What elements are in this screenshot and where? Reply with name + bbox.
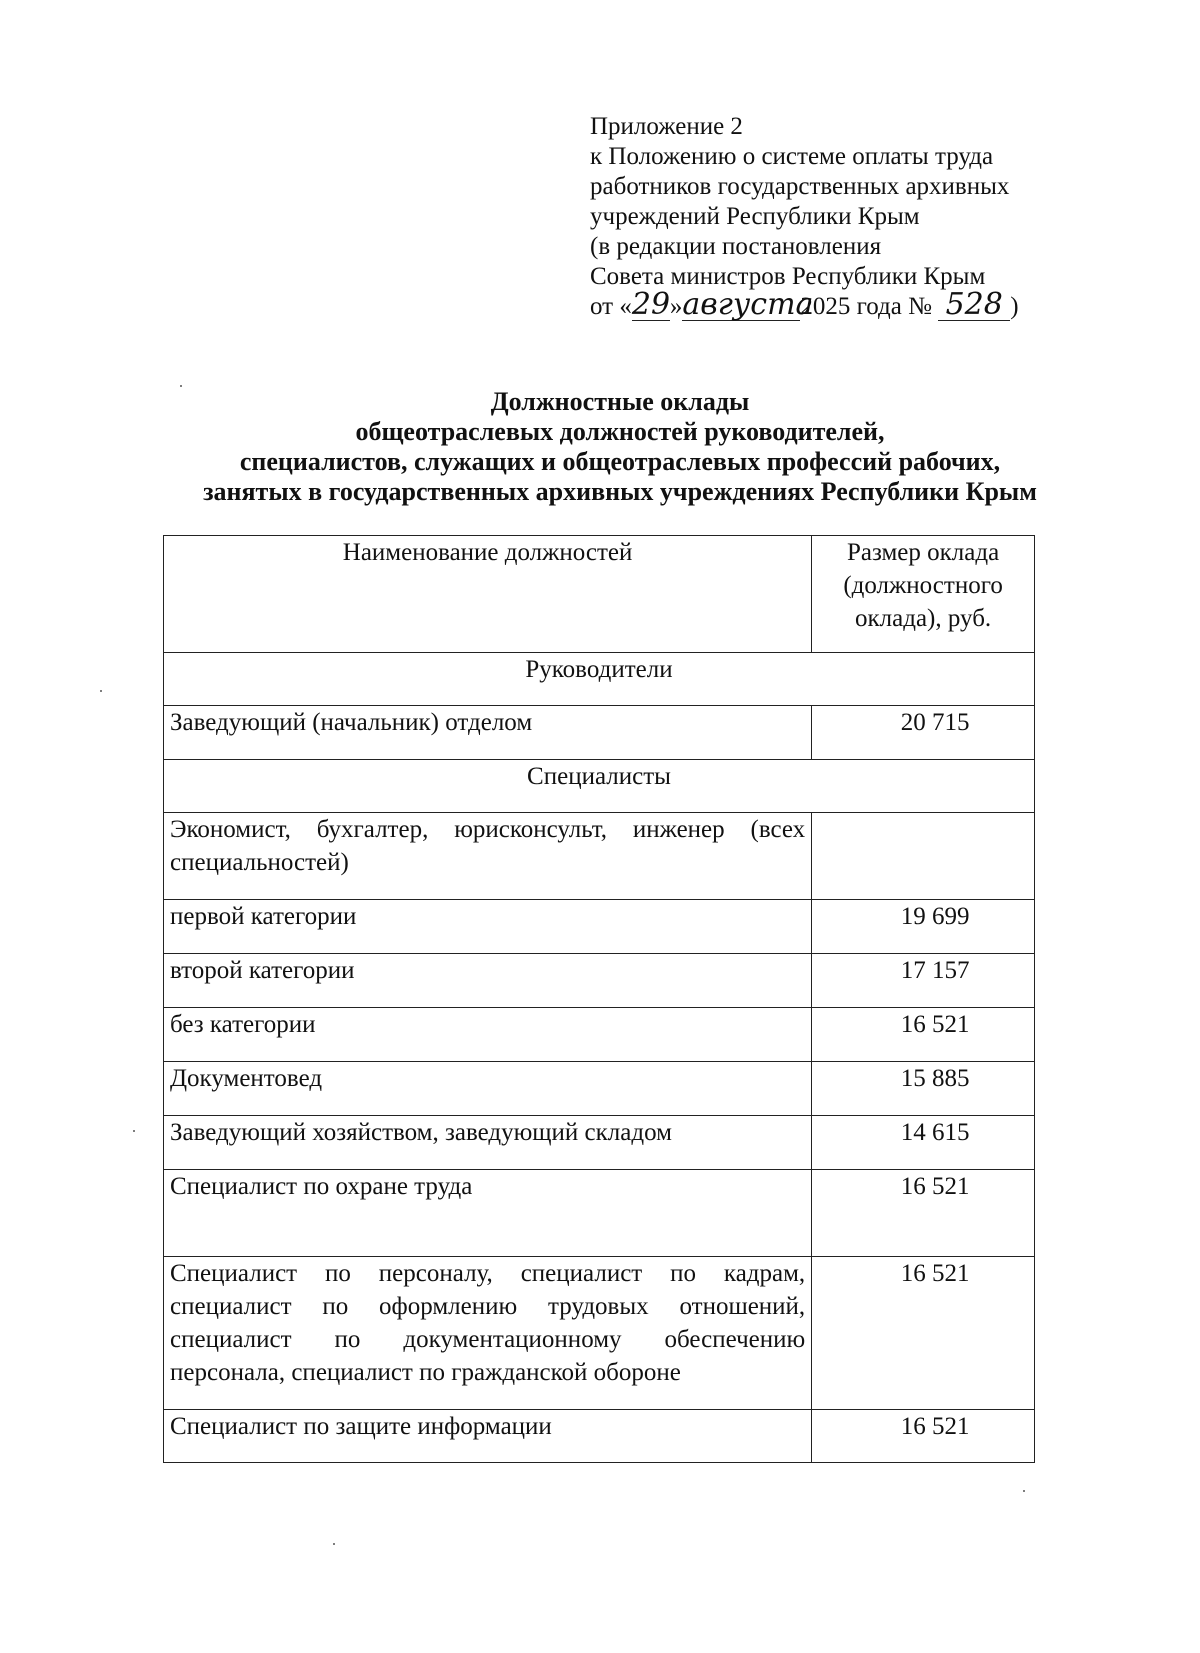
scan-speck: [333, 1543, 335, 1545]
position-name: без категории: [164, 1008, 812, 1062]
date-quote: »: [669, 293, 683, 320]
table-row: [164, 1170, 1035, 1257]
salary-value: [812, 813, 1035, 900]
appendix-header: [590, 112, 1110, 322]
title-line: специалистов, служащих и общеотраслевых профессий рабочих,: [239, 447, 1001, 476]
date-suffix: ): [1010, 293, 1019, 320]
salary-value: 16 521: [812, 1410, 1035, 1463]
title-line: занятых в государственных архивных учреждениях Республики Крым: [203, 477, 1037, 506]
handwritten-month: августа: [682, 287, 814, 322]
salary-value: 20 715: [812, 706, 1035, 760]
scan-speck: [180, 385, 182, 387]
table-row: [164, 813, 1035, 900]
date-prefix: от «: [590, 293, 632, 320]
position-name: Документовед: [164, 1062, 812, 1116]
table-row: [164, 1008, 1035, 1062]
section-row: [164, 653, 1035, 706]
table-header-row: [164, 536, 1035, 653]
resolution-date-line: [590, 287, 1110, 322]
handwritten-number: 528: [945, 287, 1003, 322]
scan-speck: [100, 690, 102, 692]
section-row: [164, 760, 1035, 813]
position-name: первой категории: [164, 900, 812, 954]
appendix-line: к Положению о системе оплаты труда: [590, 143, 994, 170]
salary-value: 16 521: [812, 1257, 1035, 1410]
salary-value: 15 885: [812, 1062, 1035, 1116]
appendix-line: работников государственных архивных: [590, 173, 1010, 200]
title-line: общеотраслевых должностей руководителей,: [355, 417, 885, 446]
position-name: Специалист по охране труда: [164, 1170, 812, 1257]
salary-value: 14 615: [812, 1116, 1035, 1170]
section-specialists: Специалисты: [164, 760, 1035, 813]
handwritten-day: 29: [631, 287, 671, 322]
position-name: Заведующий хозяйством, заведующий складом: [164, 1116, 812, 1170]
document-title: [130, 387, 1110, 507]
appendix-line: учреждений Республики Крым: [590, 203, 920, 230]
appendix-line: Приложение 2: [590, 113, 743, 140]
title-line: Должностные оклады: [490, 387, 750, 416]
table-row: [164, 1116, 1035, 1170]
table-row: [164, 954, 1035, 1008]
salary-value: 16 521: [812, 1008, 1035, 1062]
salary-value: 17 157: [812, 954, 1035, 1008]
position-name: второй категории: [164, 954, 812, 1008]
table-row: [164, 900, 1035, 954]
appendix-line: Совета министров Республики Крым: [590, 263, 986, 290]
position-name: Специалист по персоналу, специалист по кадрам, специалист по оформлению трудовых отношений, специалист по документационному обеспечению персонала, специалист по гражданской обороне: [164, 1257, 812, 1410]
date-year: 2025 года №: [800, 293, 932, 320]
table-row: [164, 706, 1035, 760]
scan-speck: [133, 1130, 135, 1132]
table-row: [164, 1410, 1035, 1463]
section-managers: Руководители: [164, 653, 1035, 706]
scan-speck: [1023, 1490, 1025, 1492]
position-name: Экономист, бухгалтер, юрисконсульт, инженер (всех специальностей): [164, 813, 812, 900]
position-name: Специалист по защите информации: [164, 1410, 812, 1463]
header-position-name: Наименование должностей: [164, 536, 812, 653]
salary-table: [163, 535, 1035, 1463]
position-name: Заведующий (начальник) отделом: [164, 706, 812, 760]
salary-value: 16 521: [812, 1170, 1035, 1257]
appendix-line: (в редакции постановления: [590, 233, 882, 260]
table-row: [164, 1257, 1035, 1410]
table-row: [164, 1062, 1035, 1116]
salary-value: 19 699: [812, 900, 1035, 954]
header-salary: Размер оклада (должностного оклада), руб.: [812, 536, 1035, 653]
